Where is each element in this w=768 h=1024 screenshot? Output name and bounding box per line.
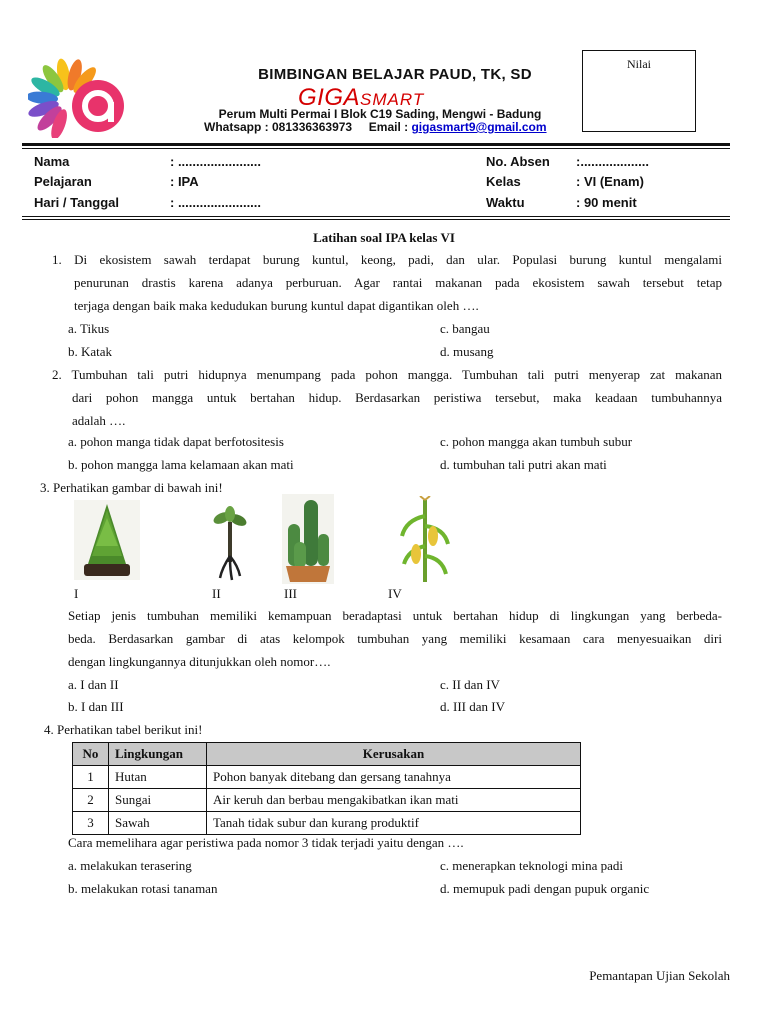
plant-cypress-icon [74, 500, 140, 580]
col-header-lingkungan: Lingkungan [109, 743, 207, 766]
worksheet-title: Latihan soal IPA kelas VI [313, 230, 455, 245]
plant-corn-icon [400, 496, 450, 584]
org-title: BIMBINGAN BELAJAR PAUD, TK, SD [258, 66, 532, 83]
subject-value: : IPA [170, 174, 199, 189]
time-value: : 90 menit [576, 195, 637, 210]
col-header-kerusakan: Kerusakan [207, 743, 581, 766]
score-box [582, 50, 696, 132]
q2-line3: adalah …. [72, 413, 126, 428]
plant-label-i: I [74, 586, 79, 601]
giga-logo-icon [28, 58, 136, 138]
q3-option-d[interactable]: d. III dan IV [440, 699, 505, 714]
q3-option-a[interactable]: a. I dan II [68, 677, 119, 692]
q3-intro: 3. Perhatikan gambar di bawah ini! [40, 480, 223, 495]
q2-line1: 2. Tumbuhan tali putri hidupnya menumpang pada pohon mangga. Tumbuhan tali putri menyerap zat makanan [52, 367, 722, 382]
whatsapp: Whatsapp : 081336363973 [204, 120, 353, 134]
table-header-row [73, 743, 581, 766]
table-row [73, 789, 581, 812]
cell-lingkungan: Sawah [109, 812, 207, 835]
score-label: Nilai [627, 57, 651, 71]
q4-option-a[interactable]: a. melakukan terasering [68, 858, 192, 873]
cell-kerusakan: Pohon banyak ditebang dan gersang tanahnya [207, 766, 581, 789]
q4-question: Cara memelihara agar peristiwa pada nomor 3 tidak terjadi yaitu dengan …. [68, 835, 464, 850]
cell-lingkungan: Hutan [109, 766, 207, 789]
q3-line1: Setiap jenis tumbuhan memiliki kemampuan beradaptasi untuk bertahan hidup di lingkungan yang berbeda- [68, 608, 722, 623]
plant-label-ii: II [212, 586, 221, 601]
q2-option-c[interactable]: c. pohon mangga akan tumbuh subur [440, 434, 633, 449]
q1-line2: penurunan drastis karena adanya perburuan. Agar rantai makanan pada ekosistem sawah tersebut tetap [74, 275, 722, 290]
q1-option-d[interactable]: d. musang [440, 344, 494, 359]
q3-option-b[interactable]: b. I dan III [68, 699, 124, 714]
absen-label: No. Absen [486, 154, 550, 169]
absen-field[interactable]: :................... [576, 154, 649, 169]
q1-line1: 1. Di ekosistem sawah terdapat burung kuntul, keong, padi, dan ular. Populasi burung kuntul mengalami [52, 252, 722, 267]
q1-option-a[interactable]: a. Tikus [68, 321, 110, 336]
brand-giga: GIGA [298, 84, 361, 111]
cell-kerusakan: Tanah tidak subur dan kurang produktif [207, 812, 581, 835]
q3-option-c[interactable]: c. II dan IV [440, 677, 500, 692]
email-label: Email : [368, 120, 409, 134]
q2-option-d[interactable]: d. tumbuhan tali putri akan mati [440, 457, 607, 472]
q3-line2: beda. Berdasarkan gambar di atas kelompok tumbuhan yang memiliki kesamaan cara menyesuaikan diri [68, 631, 722, 646]
plant-label-iii: III [284, 586, 297, 601]
q3-line3: dengan lingkungannya ditunjukkan oleh nomor…. [68, 654, 331, 669]
brand-smart: SMART [360, 90, 425, 109]
plant-label-iv: IV [388, 586, 402, 601]
q2-option-a[interactable]: a. pohon manga tidak dapat berfotositesis [68, 434, 284, 449]
cell-kerusakan: Air keruh dan berbau mengakibatkan ikan mati [207, 789, 581, 812]
date-field[interactable]: : ....................... [170, 195, 262, 210]
page-footer: Pemantapan Ujian Sekolah [589, 968, 730, 983]
time-label: Waktu [486, 195, 525, 210]
email-link[interactable]: gigasmart9@gmail.com [411, 120, 547, 134]
plant-cactus-icon [282, 494, 334, 584]
contact-line [204, 120, 547, 134]
subject-label: Pelajaran [34, 174, 92, 189]
q4-option-d[interactable]: d. memupuk padi dengan pupuk organic [440, 881, 650, 896]
name-field[interactable]: : ....................... [170, 154, 262, 169]
info-divider-top [22, 216, 730, 217]
cell-lingkungan: Sungai [109, 789, 207, 812]
info-divider-bottom [22, 219, 730, 220]
q2-line2: dari pohon mangga untuk bertahan hidup. Berdasarkan peristiwa tersebut, maka keadaan tumbuhannya [72, 390, 722, 405]
header-divider-thin [22, 148, 730, 149]
cell-no: 3 [73, 812, 109, 835]
plant-mangrove-seedling-icon [212, 506, 248, 582]
header-divider-thick [22, 143, 730, 146]
cell-no: 1 [73, 766, 109, 789]
q1-option-c[interactable]: c. bangau [440, 321, 490, 336]
cell-no: 2 [73, 789, 109, 812]
q2-option-b[interactable]: b. pohon mangga lama kelamaan akan mati [68, 457, 294, 472]
q4-option-c[interactable]: c. menerapkan teknologi mina padi [440, 858, 624, 873]
class-label: Kelas [486, 174, 521, 189]
address: Perum Multi Permai I Blok C19 Sading, Mengwi - Badung [218, 107, 542, 121]
col-header-no: No [73, 743, 109, 766]
q1-option-b[interactable]: b. Katak [68, 344, 113, 359]
q1-line3: terjaga dengan baik maka kedudukan burung kuntul dapat digantikan oleh …. [74, 298, 479, 313]
class-value: : VI (Enam) [576, 174, 644, 189]
q4-intro: 4. Perhatikan tabel berikut ini! [44, 722, 203, 737]
table-row [73, 766, 581, 789]
name-label: Nama [34, 154, 70, 169]
q4-option-b[interactable]: b. melakukan rotasi tanaman [68, 881, 218, 896]
date-label: Hari / Tanggal [34, 195, 119, 210]
damage-table [72, 742, 581, 835]
